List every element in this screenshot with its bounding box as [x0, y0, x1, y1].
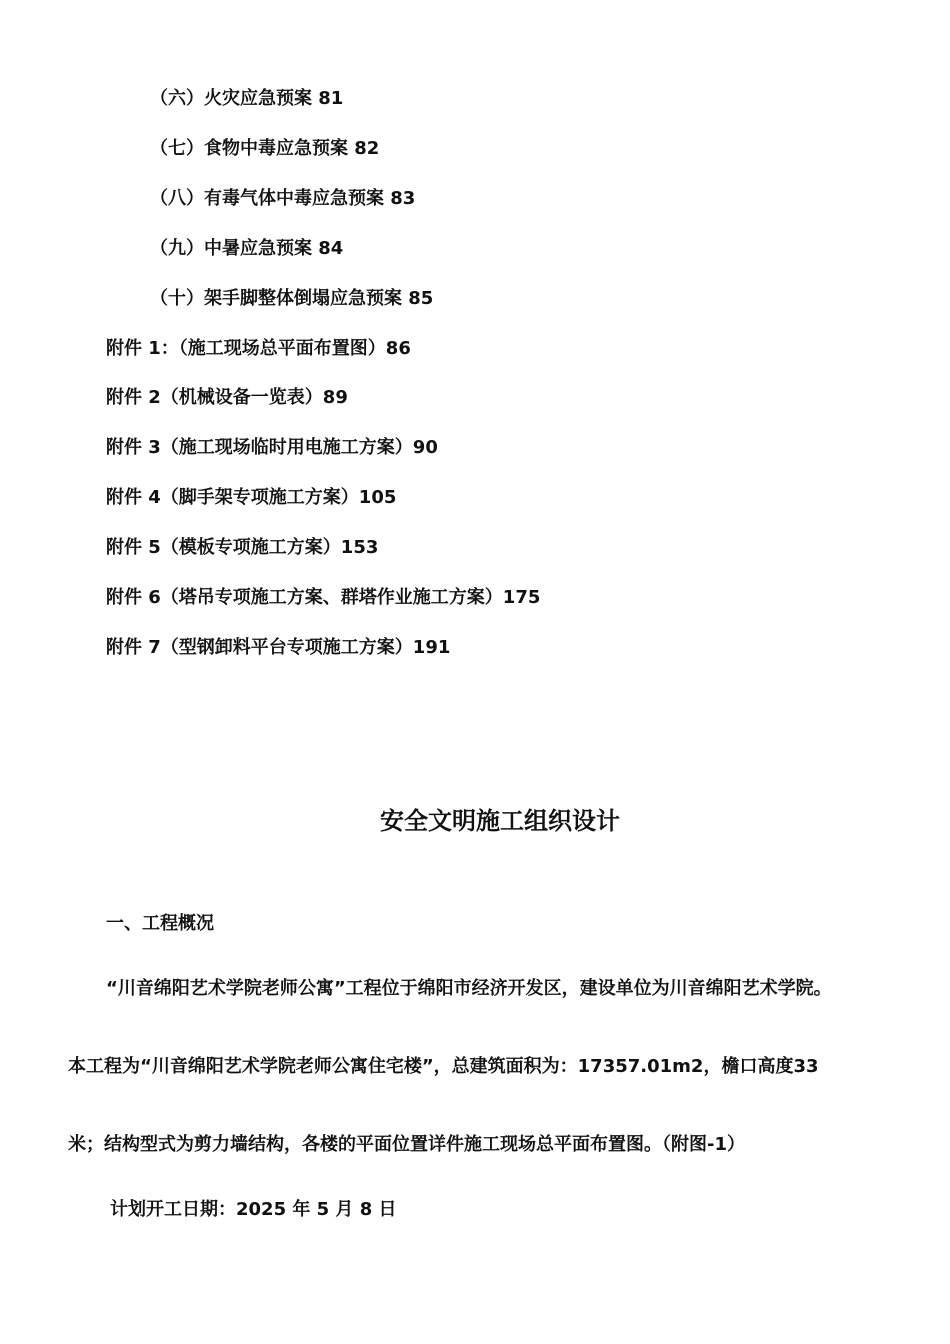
- toc-item-attachment-4[interactable]: 附件 4（脚手架专项施工方案）105: [106, 487, 397, 508]
- paragraph-line: “川音绵阳艺术学院老师公寓”工程位于绵阳市经济开发区，建设单位为川音绵阳艺术学院。: [106, 978, 832, 999]
- toc-item-toxic-gas-plan[interactable]: （八）有毒气体中毒应急预案 83: [150, 188, 416, 209]
- paragraph-line: 米；结构型式为剪力墙结构，各楼的平面位置详件施工现场总平面布置图。（附图-1）: [68, 1134, 745, 1155]
- document-title: 安全文明施工组织设计: [380, 807, 620, 835]
- toc-item-attachment-6[interactable]: 附件 6（塔吊专项施工方案、群塔作业施工方案）175: [106, 587, 541, 608]
- toc-item-heatstroke-plan[interactable]: （九）中暑应急预案 84: [150, 238, 344, 259]
- toc-item-attachment-2[interactable]: 附件 2（机械设备一览表）89: [106, 387, 348, 408]
- toc-item-fire-plan[interactable]: （六）火灾应急预案 81: [150, 88, 344, 109]
- toc-item-attachment-7[interactable]: 附件 7（型钢卸料平台专项施工方案）191: [106, 637, 451, 658]
- toc-item-attachment-5[interactable]: 附件 5（模板专项施工方案）153: [106, 537, 379, 558]
- start-date-line: 计划开工日期：2025 年 5 月 8 日: [110, 1199, 397, 1220]
- section-heading: 一、工程概况: [106, 913, 214, 934]
- toc-item-scaffold-collapse-plan[interactable]: （十）架手脚整体倒塌应急预案 85: [150, 288, 434, 309]
- toc-item-food-poisoning-plan[interactable]: （七）食物中毒应急预案 82: [150, 138, 380, 159]
- toc-item-attachment-3[interactable]: 附件 3（施工现场临时用电施工方案）90: [106, 437, 438, 458]
- toc-item-attachment-1[interactable]: 附件 1：（施工现场总平面布置图）86: [106, 338, 411, 359]
- paragraph-line: 本工程为“川音绵阳艺术学院老师公寓住宅楼”，总建筑面积为：17357.01m2，檐口高度33: [68, 1056, 819, 1077]
